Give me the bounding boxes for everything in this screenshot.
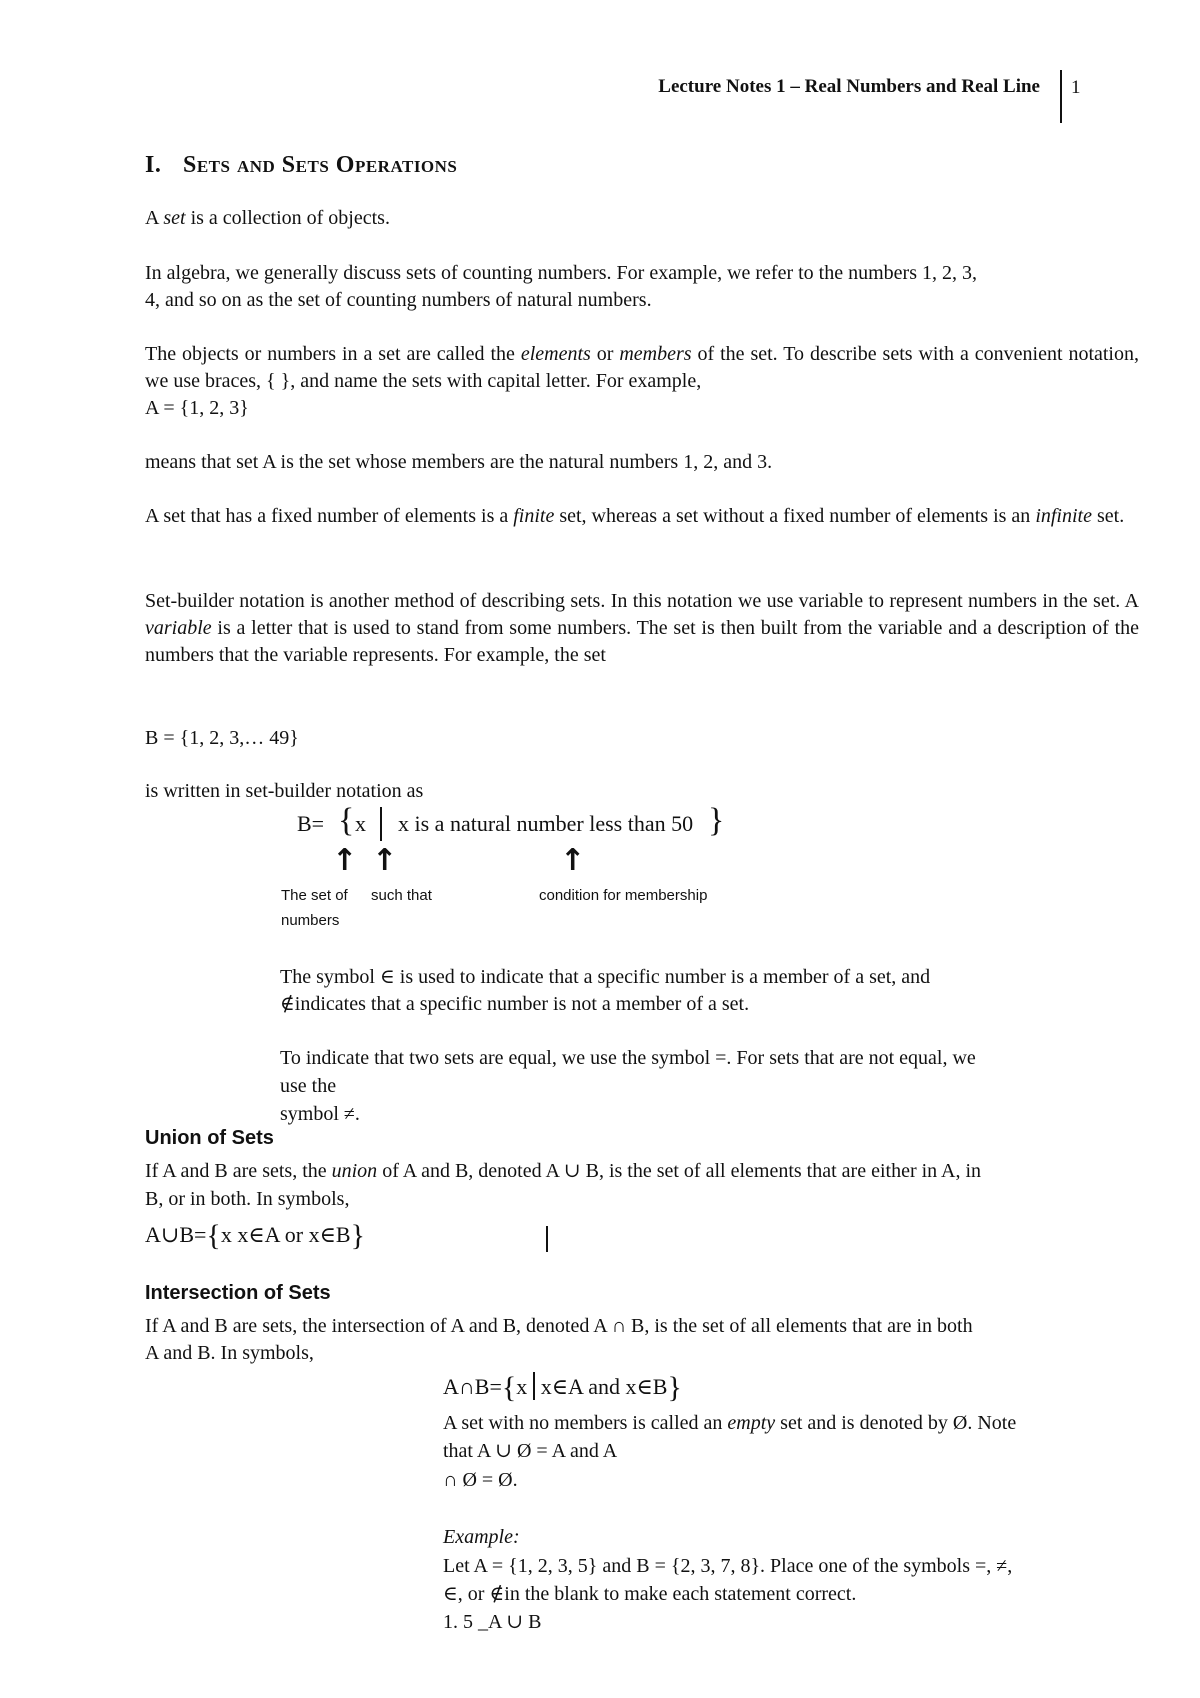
set-builder-lhs: B= bbox=[297, 811, 325, 836]
label-set-of-numbers-2: numbers bbox=[281, 912, 340, 929]
empty-set-line-1: A set with no members is called an empty set and is denoted by Ø. Note bbox=[443, 1412, 1017, 1434]
term-elements: elements bbox=[520, 343, 591, 365]
term-union: union bbox=[331, 1160, 378, 1182]
set-builder-paragraph: Set-builder notation is another method of describing sets. In this notation we use variable to represent numbers in the set. A variable is a letter that is used to stand from some numbers. The set is then built from the variable and a description of the numbers that the variable represents. For example, the set bbox=[145, 590, 1139, 666]
set-definition: A set is a collection of objects. bbox=[145, 207, 390, 229]
label-such-that: such that bbox=[371, 887, 432, 904]
example-item-1: 1. 5 _A ∪ B bbox=[443, 1611, 542, 1633]
term-variable: variable bbox=[145, 617, 212, 639]
running-header: Lecture Notes 1 – Real Numbers and Real Line bbox=[658, 76, 1040, 97]
section-heading bbox=[145, 152, 457, 179]
set-builder-variable: x bbox=[355, 811, 366, 836]
section-number: I. bbox=[145, 152, 162, 178]
equal-symbol-line-3: symbol ≠. bbox=[280, 1103, 360, 1125]
written-as-text: is written in set-builder notation as bbox=[145, 780, 424, 802]
intersection-heading: Intersection of Sets bbox=[145, 1282, 331, 1304]
union-formula: A∪B={x x∈A or x∈B} bbox=[145, 1219, 365, 1252]
means-paragraph: means that set A is the set whose members are the natural numbers 1, 2, and 3. bbox=[145, 451, 773, 473]
union-heading: Union of Sets bbox=[145, 1127, 274, 1149]
text-cursor bbox=[546, 1226, 548, 1252]
term-infinite: infinite bbox=[1035, 505, 1092, 527]
label-set-of-numbers: The set of bbox=[281, 887, 348, 904]
intersection-formula: A∩B={x x∈A and x∈B} bbox=[443, 1371, 682, 1404]
equal-symbol-line-1: To indicate that two sets are equal, we use the symbol =. For sets that are not equal, we bbox=[280, 1047, 976, 1069]
section-title: Sets and Sets Operations bbox=[183, 152, 458, 178]
intersection-paragraph-line-1: If A and B are sets, the intersection of A and B, denoted A ∩ B, is the set of all elements that are in both bbox=[145, 1315, 973, 1337]
set-builder-close-brace: } bbox=[708, 802, 725, 839]
set-a-example: A = {1, 2, 3} bbox=[145, 397, 249, 419]
such-that-bar bbox=[380, 807, 382, 841]
equal-symbol-line-2: use the bbox=[280, 1075, 337, 1097]
label-condition: condition for membership bbox=[539, 887, 708, 904]
such-that-bar bbox=[533, 1372, 535, 1400]
arrow-up-icon: ↑ bbox=[560, 843, 586, 878]
example-label: Example: bbox=[443, 1526, 520, 1548]
example-line-2: ∈, or ∉in the blank to make each statement correct. bbox=[443, 1583, 857, 1605]
elements-paragraph: The objects or numbers in a set are called the elements or members of the set. To describe sets with a convenient notation, we use braces, { }, and name the sets with capital letter. For example, bbox=[145, 343, 1139, 392]
member-symbol-line-1: The symbol ∈ is used to indicate that a specific number is a member of a set, and bbox=[280, 966, 931, 988]
counting-paragraph-line-1: In algebra, we generally discuss sets of counting numbers. For example, we refer to the numbers 1, 2, 3, bbox=[145, 262, 977, 284]
term-set: set bbox=[163, 207, 186, 229]
counting-paragraph-line-2: 4, and so on as the set of counting numbers of natural numbers. bbox=[145, 289, 652, 311]
arrow-up-icon: ↑ bbox=[372, 843, 398, 878]
union-paragraph-line-2: B, or in both. In symbols, bbox=[145, 1188, 350, 1210]
member-symbol-line-2: ∉indicates that a specific number is not a member of a set. bbox=[280, 993, 750, 1015]
example-line-1: Let A = {1, 2, 3, 5} and B = {2, 3, 7, 8}. Place one of the symbols =, ≠, bbox=[443, 1555, 1013, 1577]
term-finite: finite bbox=[513, 505, 555, 527]
term-members: members bbox=[619, 343, 692, 365]
set-builder-open-brace: { bbox=[338, 802, 355, 839]
union-paragraph-line-1: If A and B are sets, the union of A and B, denoted A ∪ B, is the set of all elements that are either in A, in bbox=[145, 1160, 982, 1182]
empty-set-line-3: ∩ Ø = Ø. bbox=[443, 1469, 518, 1491]
arrow-up-icon: ↑ bbox=[332, 843, 358, 878]
intersection-paragraph-line-2: A and B. In symbols, bbox=[145, 1342, 314, 1364]
empty-set-line-2: that A ∪ Ø = A and A bbox=[443, 1440, 618, 1462]
set-b-roster: B = {1, 2, 3,… 49} bbox=[145, 727, 299, 749]
set-builder-description: x is a natural number less than 50 bbox=[398, 811, 694, 836]
term-empty: empty bbox=[727, 1412, 776, 1434]
header-divider bbox=[1060, 70, 1062, 123]
finite-paragraph: A set that has a fixed number of elements is a finite set, whereas a set without a fixed number of elements is an infinite set. bbox=[145, 505, 1125, 527]
page-number: 1 bbox=[1071, 77, 1081, 98]
